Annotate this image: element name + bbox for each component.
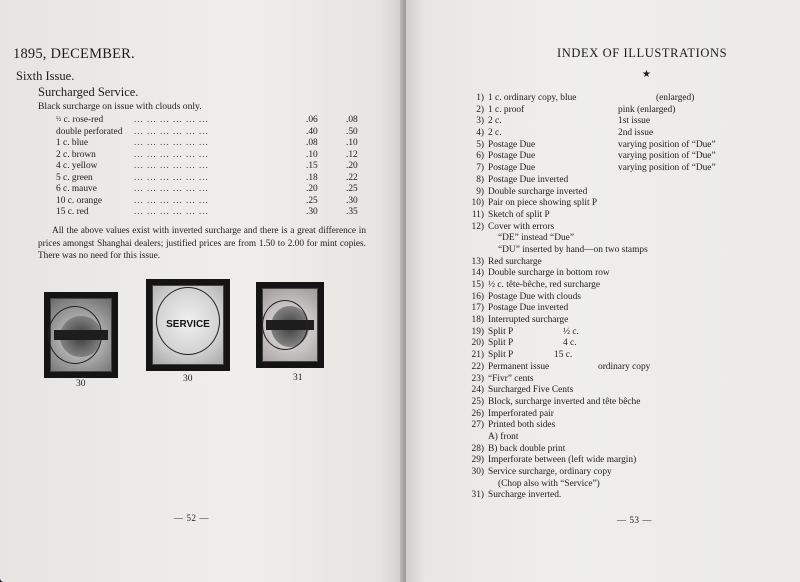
- price-used: .10: [346, 138, 358, 148]
- entry-text: 2 c.: [488, 128, 502, 139]
- entry-detail: (enlarged): [656, 93, 695, 103]
- issue-date-heading: 1895, DECEMBER.: [13, 46, 135, 62]
- entry-number: 14): [471, 268, 484, 279]
- entry-number: 23): [471, 373, 484, 384]
- index-entry: [450, 409, 750, 421]
- price-used: .12: [346, 149, 358, 160]
- price-row: [56, 127, 368, 139]
- price-row-label: [56, 161, 97, 171]
- entry-text: Sketch of split P: [488, 209, 550, 220]
- item-name: 4 c. yellow: [56, 161, 98, 171]
- index-entry: [450, 116, 750, 128]
- price-used: .50: [346, 126, 358, 137]
- index-entry: [450, 303, 750, 315]
- stamp-image-2: [146, 279, 230, 371]
- entry-text: Pair on piece showing split P: [488, 198, 598, 209]
- index-entry: [450, 292, 750, 304]
- entry-text: Service surcharge, ordinary copy: [488, 467, 612, 477]
- index-entry: [450, 105, 750, 117]
- entry-number: 2): [476, 104, 484, 115]
- entry-detail: 4 c.: [563, 338, 577, 349]
- index-entry: [450, 397, 750, 409]
- entry-text: Permanent issue: [488, 361, 550, 372]
- entry-detail: ordinary copy: [598, 361, 651, 372]
- index-entry: [450, 222, 750, 234]
- stamp-image-1: [44, 292, 118, 378]
- page-number-right: — 53 —: [617, 515, 653, 525]
- entry-number: 15): [471, 280, 484, 290]
- star-ornament: ★: [642, 69, 651, 80]
- price-row-label: [56, 150, 96, 160]
- item-name: 6 c. mauve: [56, 184, 97, 194]
- leader-dots: ... ... ... ... ... ...: [134, 114, 209, 124]
- entry-text: Double surcharge inverted: [488, 186, 588, 197]
- leader-dots: ... ... ... ... ... ...: [134, 137, 209, 147]
- price-row: [56, 196, 368, 208]
- price-used: .25: [346, 184, 358, 194]
- price-mint: .10: [306, 149, 318, 160]
- page-number-left: — 52 —: [174, 513, 210, 523]
- entry-number: 10): [471, 198, 484, 209]
- entry-text: “Fivr” cents: [488, 373, 534, 384]
- index-entry: [450, 479, 750, 491]
- price-used: .20: [346, 161, 358, 171]
- entry-number: 28): [471, 443, 484, 454]
- price-row-label: [56, 207, 89, 217]
- leader-dots: ... ... ... ... ... ...: [134, 206, 209, 216]
- entry-number: 18): [471, 315, 484, 326]
- item-name: 5 c. green: [56, 172, 93, 183]
- entry-detail: varying position of “Due”: [618, 151, 716, 162]
- entry-text: Interrupted surcharge: [488, 315, 569, 326]
- index-entry: [450, 467, 750, 479]
- price-mint: .06: [306, 115, 318, 125]
- entry-detail: 2nd issue: [618, 128, 654, 139]
- entry-text: “DU” inserted by hand—on two stamps: [498, 244, 648, 255]
- surcharge-heading: Surcharged Service.: [38, 85, 139, 99]
- item-name: 15 c. red: [56, 207, 89, 217]
- entry-text: Postage Due inverted: [488, 303, 569, 314]
- price-row: [56, 138, 368, 150]
- entry-detail: varying position of “Due”: [618, 139, 716, 150]
- cancel-ring: [262, 300, 308, 350]
- price-row-label: [56, 127, 122, 137]
- entry-text: Surcharged Five Cents: [488, 385, 574, 396]
- stamp-caption-2: 30: [183, 374, 193, 384]
- item-name: double perforated: [56, 126, 123, 137]
- entry-number: 8): [476, 174, 484, 185]
- index-entry: [450, 350, 750, 362]
- item-name: 10 c. orange: [56, 195, 103, 206]
- entry-text: Postage Due: [488, 151, 536, 162]
- entry-text: (Chop also with “Service”): [498, 478, 600, 489]
- index-entry: [450, 187, 750, 199]
- entry-text: 1 c. proof: [488, 104, 525, 115]
- entry-number: 5): [476, 139, 484, 150]
- index-entry: [450, 268, 750, 280]
- price-row: [56, 115, 368, 127]
- price-mint: .25: [306, 195, 318, 206]
- entry-text: Split P: [488, 350, 514, 361]
- paragraph-text: All the above values exist with inverted surcharge and there is a great difference in prices amongst Shanghai dealers; justified prices are from 1.50 to 2.00 for mint copies. There was no need for this issue.: [38, 226, 366, 262]
- entry-text: Cover with errors: [488, 221, 555, 232]
- entry-text: Double surcharge in bottom row: [488, 268, 610, 279]
- issue-heading: Sixth Issue.: [16, 69, 75, 83]
- price-paragraph: [38, 225, 366, 263]
- price-row: [56, 207, 368, 219]
- entry-text: Red surcharge: [488, 256, 542, 267]
- index-entry: [450, 444, 750, 456]
- index-entry: [450, 140, 750, 152]
- entry-detail: 1st issue: [618, 116, 651, 127]
- cancel-ring: [48, 306, 102, 364]
- entry-detail: ½ c.: [563, 326, 579, 337]
- entry-text: Postage Due inverted: [488, 174, 569, 185]
- index-entry: [450, 210, 750, 222]
- entry-number: 22): [471, 361, 484, 372]
- leader-dots: ... ... ... ... ... ...: [134, 148, 209, 159]
- price-used: .22: [346, 172, 358, 183]
- price-row-label: [56, 196, 102, 206]
- entry-text: Block, surcharge inverted and tête bêche: [488, 396, 641, 407]
- index-entry: [450, 315, 750, 327]
- price-used: .35: [346, 207, 358, 217]
- index-entry: [450, 128, 750, 140]
- entry-number: 27): [471, 420, 484, 431]
- price-row-label: [56, 138, 88, 148]
- surcharge-note: Black surcharge on issue with clouds only.: [38, 101, 202, 112]
- price-mint: .15: [306, 161, 318, 171]
- entry-text: Surcharge inverted.: [488, 490, 562, 501]
- entry-text: ½ c. tête-bêche, red surcharge: [488, 280, 601, 290]
- index-entry: [450, 245, 750, 257]
- item-name: c. rose-red: [63, 115, 104, 125]
- leader-dots: ... ... ... ... ... ...: [134, 194, 209, 205]
- item-name: 2 c. brown: [56, 149, 96, 160]
- entry-text: B) back double print: [488, 443, 566, 454]
- entry-text: 2 c.: [488, 116, 502, 127]
- index-entry: [450, 362, 750, 374]
- index-entry: [450, 280, 750, 292]
- stamp-image-3: [256, 282, 324, 368]
- price-row: [56, 161, 368, 173]
- price-mint: .08: [306, 138, 318, 148]
- index-entry: [450, 490, 750, 502]
- index-entry: [450, 198, 750, 210]
- entry-text: Postage Due: [488, 139, 536, 150]
- index-entry: [450, 151, 750, 163]
- entry-text: Split P: [488, 338, 514, 349]
- entry-text: Imperforated pair: [488, 408, 554, 419]
- price-row: [56, 150, 368, 162]
- entry-number: 4): [476, 128, 484, 139]
- price-row-label: [56, 173, 93, 183]
- index-title: INDEX OF ILLUSTRATIONS: [557, 46, 728, 60]
- price-row-label: [56, 115, 103, 125]
- index-entry: [450, 257, 750, 269]
- entry-number: 17): [471, 303, 484, 314]
- entry-number: 1): [476, 93, 484, 103]
- item-name: 1 c. blue: [56, 138, 89, 148]
- entry-number: 25): [471, 396, 484, 407]
- entry-number: 24): [471, 385, 484, 396]
- entry-text: “DE” instead “Due”: [498, 233, 575, 244]
- entry-text: 1 c. ordinary copy, blue: [488, 93, 577, 103]
- entry-detail: varying position of “Due”: [618, 163, 716, 174]
- index-entry: [450, 385, 750, 397]
- price-row: [56, 173, 368, 185]
- index-entry: [450, 93, 750, 105]
- index-entry: [450, 233, 750, 245]
- stamp-caption-3: 31: [293, 373, 303, 383]
- stamp-caption-1: 30: [76, 379, 86, 389]
- fraction: ½: [56, 115, 62, 123]
- price-used: .30: [346, 195, 358, 206]
- leader-dots: ... ... ... ... ... ...: [134, 171, 209, 182]
- entry-number: 26): [471, 408, 484, 419]
- entry-number: 19): [471, 326, 484, 337]
- entry-text: Printed both sides: [488, 420, 556, 431]
- entry-text: Split P: [488, 326, 514, 337]
- index-entry: [450, 163, 750, 175]
- entry-number: 30): [471, 467, 484, 477]
- entry-number: 9): [476, 186, 484, 197]
- entry-text: Postage Due: [488, 163, 536, 174]
- illustration-index: [450, 93, 750, 502]
- entry-detail: 15 c.: [554, 350, 573, 361]
- entry-text: Postage Due with clouds: [488, 291, 581, 302]
- index-entry: [450, 327, 750, 339]
- entry-number: 6): [476, 151, 484, 162]
- entry-number: 21): [471, 350, 484, 361]
- price-row-label: [56, 184, 97, 194]
- leader-dots: ... ... ... ... ... ...: [134, 125, 209, 136]
- entry-number: 12): [471, 221, 484, 232]
- index-entry: [450, 432, 750, 444]
- entry-detail: pink (enlarged): [618, 104, 676, 115]
- index-entry: [450, 175, 750, 187]
- price-list: [56, 115, 368, 219]
- entry-number: 31): [471, 490, 484, 501]
- entry-number: 13): [471, 256, 484, 267]
- entry-text: A) front: [488, 431, 519, 442]
- index-entry: [450, 338, 750, 350]
- price-mint: .18: [306, 172, 318, 183]
- price-mint: .40: [306, 126, 318, 137]
- entry-number: 11): [471, 209, 484, 220]
- index-entry: [450, 374, 750, 386]
- price-mint: .20: [306, 184, 318, 194]
- entry-number: 3): [476, 116, 484, 127]
- price-row: [56, 184, 368, 196]
- stamp-overprint-text: SERVICE: [166, 319, 210, 331]
- price-used: .08: [346, 115, 358, 125]
- entry-number: 7): [476, 163, 484, 174]
- leader-dots: ... ... ... ... ... ...: [134, 183, 209, 193]
- index-entry: [450, 420, 750, 432]
- leader-dots: ... ... ... ... ... ...: [134, 160, 209, 170]
- entry-number: 20): [471, 338, 484, 349]
- entry-number: 16): [471, 291, 484, 302]
- entry-number: 29): [471, 455, 484, 466]
- entry-text: Imperforate between (left wide margin): [488, 455, 637, 466]
- price-mint: .30: [306, 207, 318, 217]
- index-entry: [450, 455, 750, 467]
